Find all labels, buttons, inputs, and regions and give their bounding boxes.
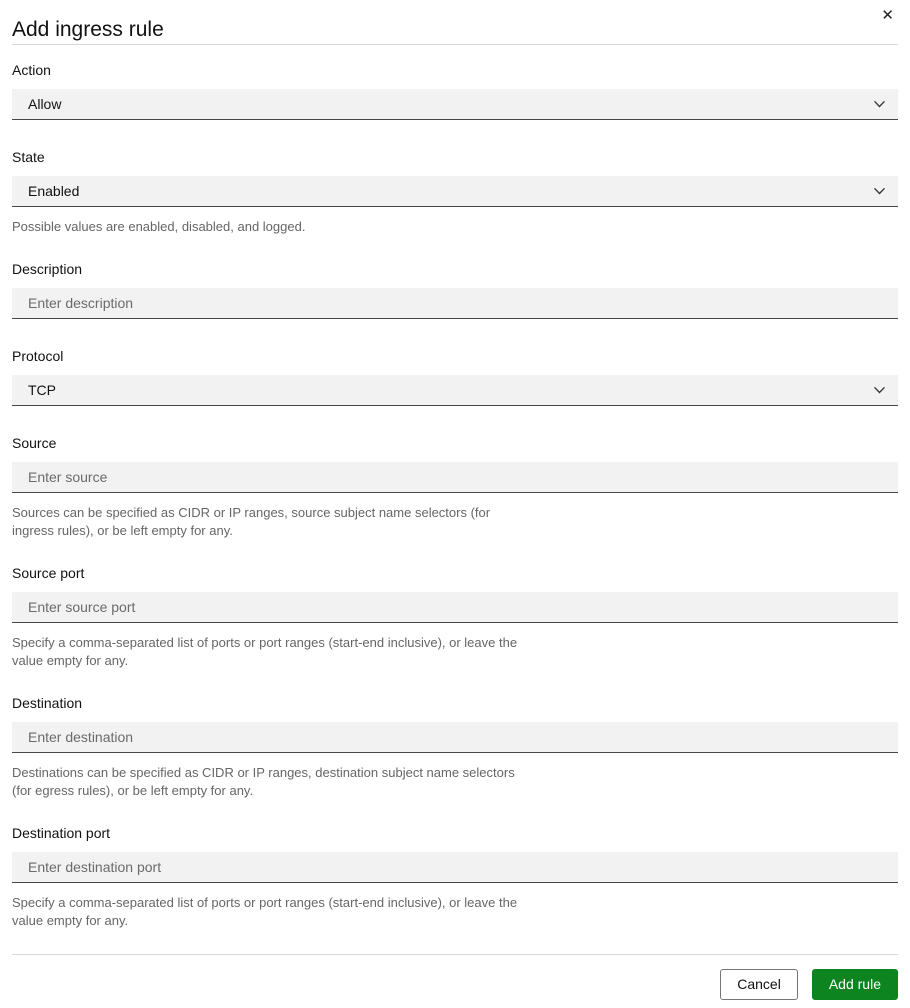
- form-group-state: [12, 148, 898, 236]
- source-port-input[interactable]: [12, 592, 898, 623]
- add-rule-button[interactable]: Add rule: [812, 969, 898, 1000]
- close-button[interactable]: [875, 2, 900, 29]
- action-select-value: Allow: [28, 96, 62, 112]
- source-label: Source: [12, 435, 57, 451]
- form-group-destination-port: [12, 824, 898, 930]
- form-group-action: [12, 61, 898, 120]
- description-label: Description: [12, 261, 83, 277]
- modal-body: [12, 45, 898, 930]
- form-group-protocol: [12, 347, 898, 406]
- state-help-text: Possible values are enabled, disabled, and logged.: [12, 219, 306, 234]
- form-group-description: [12, 260, 898, 319]
- cancel-button[interactable]: Cancel: [720, 969, 798, 1000]
- protocol-select[interactable]: [12, 375, 898, 406]
- destination-port-help-text: Specify a comma-separated list of ports or port ranges (start-end inclusive), or leave the value empty for any.: [12, 895, 518, 928]
- destination-port-input[interactable]: [12, 852, 898, 883]
- chevron-down-icon: [873, 100, 886, 109]
- destination-input[interactable]: [12, 722, 898, 753]
- state-label: State: [12, 149, 45, 165]
- source-port-help-text: Specify a comma-separated list of ports or port ranges (start-end inclusive), or leave the value empty for any.: [12, 635, 518, 668]
- source-input[interactable]: [12, 462, 898, 493]
- modal-footer: [12, 955, 898, 1008]
- form-group-destination: [12, 694, 898, 800]
- destination-port-label: Destination port: [12, 825, 111, 841]
- source-help-text: Sources can be specified as CIDR or IP ranges, source subject name selectors (for ingress rules), or be left empty for any.: [12, 505, 491, 538]
- page-title: Add ingress rule: [12, 18, 164, 41]
- destination-help-text: Destinations can be specified as CIDR or IP ranges, destination subject name selectors (for egress rules), or be left empty for any.: [12, 765, 515, 798]
- modal-header: [12, 0, 898, 44]
- protocol-label: Protocol: [12, 348, 64, 364]
- chevron-down-icon: [873, 386, 886, 395]
- action-label: Action: [12, 62, 51, 78]
- protocol-select-value: TCP: [28, 382, 56, 398]
- source-port-label: Source port: [12, 565, 85, 581]
- chevron-down-icon: [873, 187, 886, 196]
- form-group-source-port: [12, 564, 898, 670]
- state-select[interactable]: [12, 176, 898, 207]
- action-select[interactable]: [12, 89, 898, 120]
- form-group-source: [12, 434, 898, 540]
- state-select-value: Enabled: [28, 183, 80, 199]
- destination-label: Destination: [12, 695, 83, 711]
- close-icon: ✕: [881, 7, 894, 24]
- description-input[interactable]: [12, 288, 898, 319]
